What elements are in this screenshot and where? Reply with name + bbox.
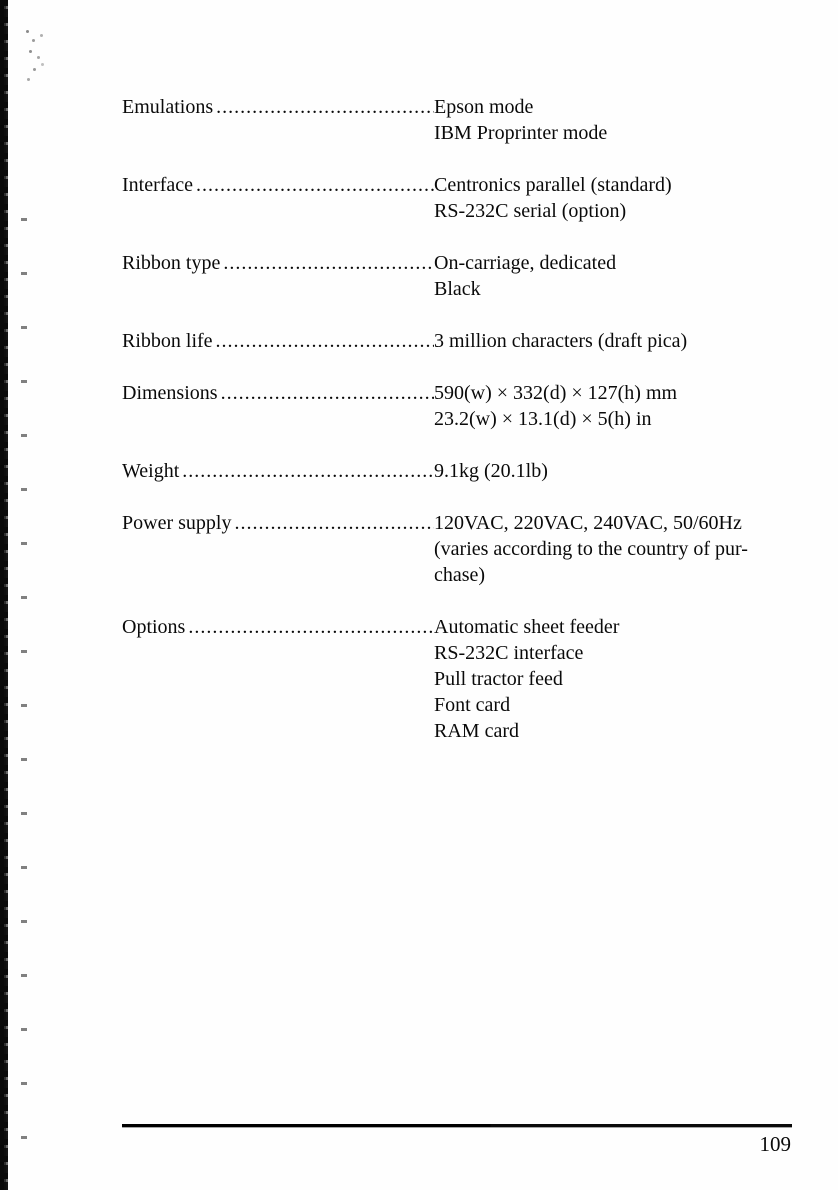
spec-value-line: 23.2(w) × 13.1(d) × 5(h) in (434, 408, 652, 430)
page-number: 109 (759, 1132, 791, 1156)
scan-noise-ticks (21, 218, 27, 1148)
spec-value-line: RS-232C serial (option) (434, 200, 627, 222)
spec-value-line: On-carriage, dedicated (434, 252, 617, 274)
spec-value-line: Centronics parallel (standard) (434, 174, 672, 196)
spec-label: Ribbon type (122, 252, 221, 274)
spec-value-line: chase) (434, 564, 486, 586)
spec-value-line: IBM Proprinter mode (434, 122, 608, 144)
spec-value-line: RAM card (434, 720, 519, 742)
spec-values (434, 510, 792, 588)
dot-leader (216, 94, 434, 120)
dot-leader (234, 510, 434, 536)
spec-value-line: 9.1kg (20.1lb) (434, 460, 548, 482)
scan-smudge-artifact (26, 30, 29, 33)
dot-leader (216, 328, 434, 354)
scan-gutter-artifact (0, 0, 8, 1190)
spec-values (434, 380, 792, 432)
spec-value-line: 3 million characters (draft pica) (434, 330, 688, 352)
spec-values (434, 250, 792, 302)
spec-row (122, 614, 792, 744)
spec-value-line: Font card (434, 694, 511, 716)
dot-leader (223, 250, 434, 276)
spec-label-cell (122, 458, 434, 484)
spec-label: Weight (122, 460, 180, 482)
spec-list (122, 94, 792, 770)
spec-label: Dimensions (122, 382, 218, 404)
spec-values (434, 94, 792, 146)
spec-label: Power supply (122, 512, 232, 534)
spec-row (122, 172, 792, 224)
spec-label-cell (122, 380, 434, 406)
spec-value-line: 120VAC, 220VAC, 240VAC, 50/60Hz (434, 512, 742, 534)
spec-row (122, 380, 792, 432)
spec-value-line: 590(w) × 332(d) × 127(h) mm (434, 382, 678, 404)
spec-label: Emulations (122, 96, 214, 118)
spec-label-cell (122, 614, 434, 640)
spec-row (122, 458, 792, 484)
spec-values (434, 172, 792, 224)
spec-label-cell (122, 510, 434, 536)
spec-value-line: Pull tractor feed (434, 668, 563, 690)
dot-leader (196, 172, 434, 198)
spec-value-line: RS-232C interface (434, 642, 584, 664)
spec-label-cell (122, 172, 434, 198)
dot-leader (182, 458, 434, 484)
spec-label-cell (122, 94, 434, 120)
spec-label-cell (122, 328, 434, 354)
spec-row (122, 328, 792, 354)
spec-values (434, 458, 792, 484)
spec-values (434, 614, 792, 744)
spec-row (122, 510, 792, 588)
spec-label: Ribbon life (122, 330, 213, 352)
spec-row (122, 94, 792, 146)
footer-rule (122, 1124, 792, 1127)
spec-label: Options (122, 616, 186, 638)
dot-leader (188, 614, 434, 640)
spec-row (122, 250, 792, 302)
spec-label: Interface (122, 174, 194, 196)
spec-value-line: Black (434, 278, 481, 300)
spec-values (434, 328, 792, 354)
spec-value-line: Epson mode (434, 96, 534, 118)
dot-leader (221, 380, 434, 406)
spec-value-line: Automatic sheet feeder (434, 616, 620, 638)
spec-label-cell (122, 250, 434, 276)
spec-value-line: (varies according to the country of pur- (434, 538, 748, 560)
